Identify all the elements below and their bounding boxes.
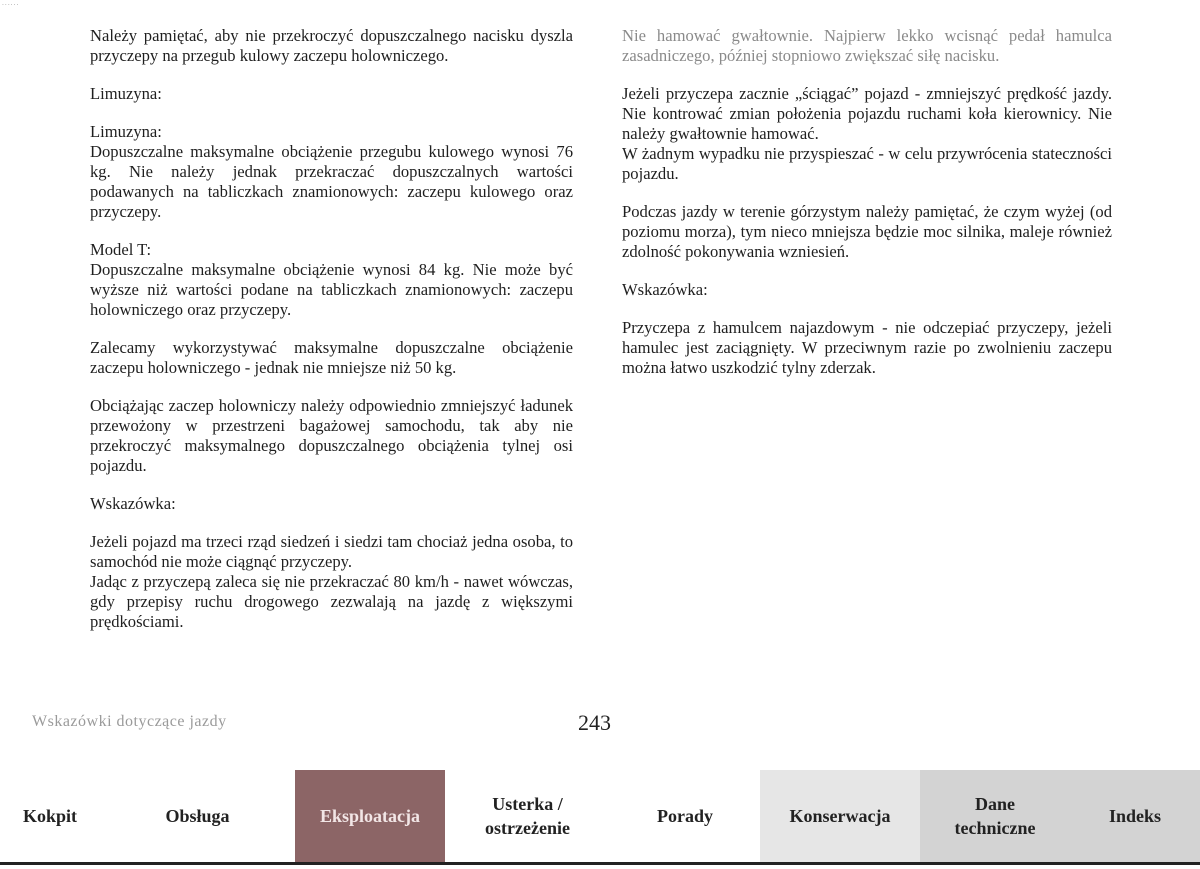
section-title: Wskazówki dotyczące jazdy xyxy=(32,713,227,730)
nav-tab-label: Usterka / ostrzeżenie xyxy=(485,794,570,838)
paragraph: Model T: Dopuszczalne maksymalne obciążenie wynosi 84 kg. Nie może być wyższe niż wartości podane na tabliczkach znamionowych: zaczepu holowniczego oraz przyczepy. xyxy=(90,240,573,319)
nav-tab-label: Kokpit xyxy=(22,806,78,826)
nav-tab-label: Obsługa xyxy=(165,806,230,826)
chapter-navigation-bar xyxy=(0,770,1200,865)
nav-tab-label: Konserwacja xyxy=(789,806,891,826)
paragraph: Jeżeli przyczepa zacznie „ściągać” pojazd - zmniejszyć prędkość jazdy. Nie kontrować zmian położenia pojazdu ruchami koła kierownicy. Nie należy gwałtownie hamować. W żadnym wypadku nie przyspieszać - w celu przywrócenia stateczności pojazdu. xyxy=(622,84,1112,183)
nav-tab-label: Porady xyxy=(657,806,713,826)
nav-tab-label: Indeks xyxy=(1108,806,1162,826)
paragraph: Należy pamiętać, aby nie przekroczyć dopuszczalnego nacisku dyszla przyczepy na przegub kulowy zaczepu holowniczego. xyxy=(90,26,573,65)
paragraph: Wskazówka: xyxy=(622,280,708,299)
nav-tab-usterka-ostrzezenie[interactable] xyxy=(445,770,610,862)
page-number: 243 xyxy=(578,710,611,735)
paragraph: Limuzyna: xyxy=(90,84,162,103)
paragraph: Wskazówka: xyxy=(90,494,176,513)
right-text-column xyxy=(622,26,1112,396)
nav-tab-konserwacja[interactable] xyxy=(760,770,920,862)
nav-tab-porady[interactable] xyxy=(610,770,760,862)
paragraph: Podczas jazdy w terenie górzystym należy pamiętać, że czym wyżej (od poziomu morza), tym nieco mniejsza będzie moc silnika, maleje również zdolność pokonywania wzniesień. xyxy=(622,202,1112,261)
nav-tab-kokpit[interactable] xyxy=(0,770,100,862)
nav-tab-label: Dane techniczne xyxy=(954,794,1036,838)
top-corner-mark: ······ xyxy=(2,2,20,9)
paragraph: Jeżeli pojazd ma trzeci rząd siedzeń i siedzi tam chociaż jedna osoba, to samochód nie może ciągnąć przyczepy. Jadąc z przyczepą zaleca się nie przekraczać 80 km/h - nawet wówczas, gdy przepisy ruchu drogowego zezwalają na jazdę z większymi prędkościami. xyxy=(90,532,573,631)
paragraph: Limuzyna: Dopuszczalne maksymalne obciążenie przegubu kulowego wynosi 76 kg. Nie należy jednak przekraczać dopuszczalnych wartości podawanych na tabliczkach znamionowych: zaczepu kulowego oraz przyczepy. xyxy=(90,122,573,221)
paragraph: Zalecamy wykorzystywać maksymalne dopuszczalne obciążenie zaczepu holowniczego - jednak nie mniejsze niż 50 kg. xyxy=(90,338,573,377)
nav-tab-dane-techniczne[interactable] xyxy=(920,770,1070,862)
paragraph: Przyczepa z hamulcem najazdowym - nie odczepiać przyczepy, jeżeli hamulec jest zaciągnięty. W przeciwnym razie po zwolnieniu zaczepu można łatwo uszkodzić tylny zderzak. xyxy=(622,318,1112,377)
nav-tab-eksploatacja[interactable] xyxy=(295,770,445,862)
nav-tab-obsluga[interactable] xyxy=(100,770,295,862)
paragraph: Obciążając zaczep holowniczy należy odpowiednio zmniejszyć ładunek przewożony w przestrzeni bagażowej samochodu, tak aby nie przekroczyć maksymalnego dopuszczalnego obciążenia tylnej osi pojazdu. xyxy=(90,396,573,475)
left-text-column xyxy=(90,26,573,650)
nav-tab-label: Eksploatacja xyxy=(319,806,420,826)
nav-tab-indeks[interactable] xyxy=(1070,770,1200,862)
paragraph: Nie hamować gwałtownie. Najpierw lekko wcisnąć pedał hamulca zasadniczego, później stopniowo zwiększać siłę nacisku. xyxy=(622,26,1112,65)
